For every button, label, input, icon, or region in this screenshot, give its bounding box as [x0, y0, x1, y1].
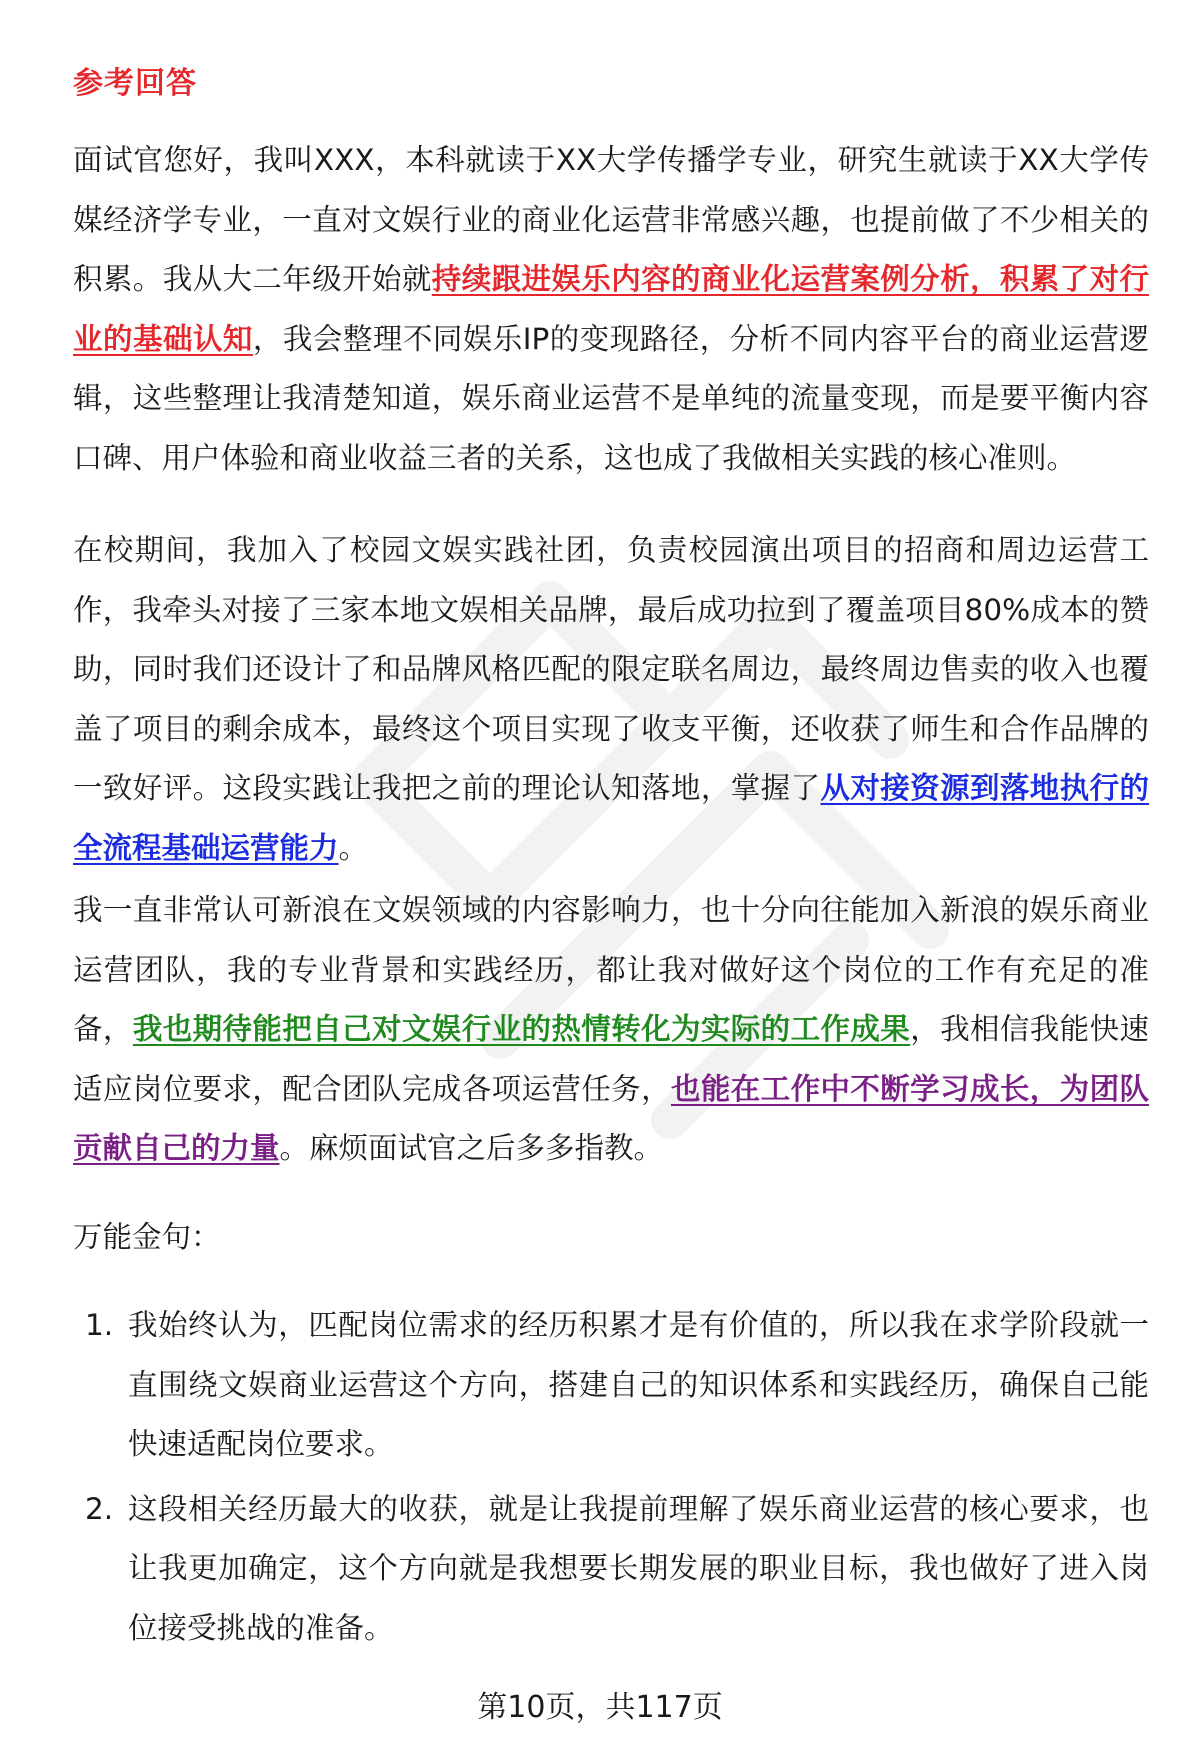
paragraph-intro — [73, 131, 1149, 488]
highlight-red: 持续跟进娱乐内容的商业化运营案例分析，积累了对行业的基础认知 — [73, 262, 1149, 356]
paragraph-text: ，我会整理不同娱乐IP的变现路径，分析不同内容平台的商业运营逻辑，这些整理让我清楚知道，娱乐商业运营不是单纯的流量变现，而是要平衡内容口碑、用户体验和商业收益三者的关系，这也成了我做相关实践的核心准则。 — [73, 321, 1149, 475]
highlight-purple: 也能在工作中不断学习成长，为团队贡献自己的力量 — [73, 1071, 1149, 1165]
page-footer: 第10页，共117页 — [477, 1690, 723, 1725]
paragraph-motivation — [73, 881, 1149, 1179]
phrases-list — [73, 1296, 1149, 1663]
paragraph-text: 。麻烦面试官之后多多指教。 — [279, 1131, 664, 1165]
page-heading: 参考回答 — [73, 66, 197, 101]
list-number: 1. — [85, 1308, 114, 1342]
paragraph-text: 。 — [338, 830, 369, 865]
paragraph-experience — [73, 521, 1149, 878]
phrases-label: 万能金句： — [73, 1220, 221, 1254]
paragraph-text: 我一直非常认可新浪在文娱领域的内容影响力，也十分向往能加入新浪的娱乐商业运营团队，我的专业背景和实践经历，都让我对做好这个岗位的工作有充足的准备， — [73, 893, 1149, 1046]
list-number: 2. — [85, 1491, 114, 1526]
list-item-text: 我始终认为，匹配岗位需求的经历积累才是有价值的，所以我在求学阶段就一直围绕文娱商业运营这个方向，搭建自己的知识体系和实践经历，确保自己能快速适配岗位要求。 — [128, 1308, 1149, 1461]
highlight-blue: 从对接资源到落地执行的全流程基础运营能力 — [73, 771, 1149, 865]
list-item — [73, 1296, 1149, 1475]
paragraph-text: 面试官您好，我叫XXX，本科就读于XX大学传播学专业，研究生就读于XX大学传媒经济学专业，一直对文娱行业的商业化运营非常感兴趣，也提前做了不少相关的积累。我从大二年级开始就 — [73, 143, 1149, 296]
paragraph-text: ，我相信我能快速适应岗位要求，配合团队完成各项运营任务， — [73, 1012, 1149, 1106]
list-item — [73, 1480, 1149, 1659]
highlight-green: 我也期待能把自己对文娱行业的热情转化为实际的工作成果 — [132, 1012, 911, 1046]
paragraph-text: 在校期间，我加入了校园文娱实践社团，负责校园演出项目的招商和周边运营工作，我牵头对接了三家本地文娱相关品牌，最后成功拉到了覆盖项目80%成本的赞助，同时我们还设计了和品牌风格匹配的限定联名周边，最终周边售卖的收入也覆盖了项目的剩余成本，最终这个项目实现了收支平衡，还收获了师生和合作品牌的一致好评。这段实践让我把之前的理论认知落地，掌握了 — [73, 533, 1149, 805]
list-item-text: 这段相关经历最大的收获，就是让我提前理解了娱乐商业运营的核心要求，也让我更加确定，这个方向就是我想要长期发展的职业目标，我也做好了进入岗位接受挑战的准备。 — [128, 1491, 1149, 1645]
